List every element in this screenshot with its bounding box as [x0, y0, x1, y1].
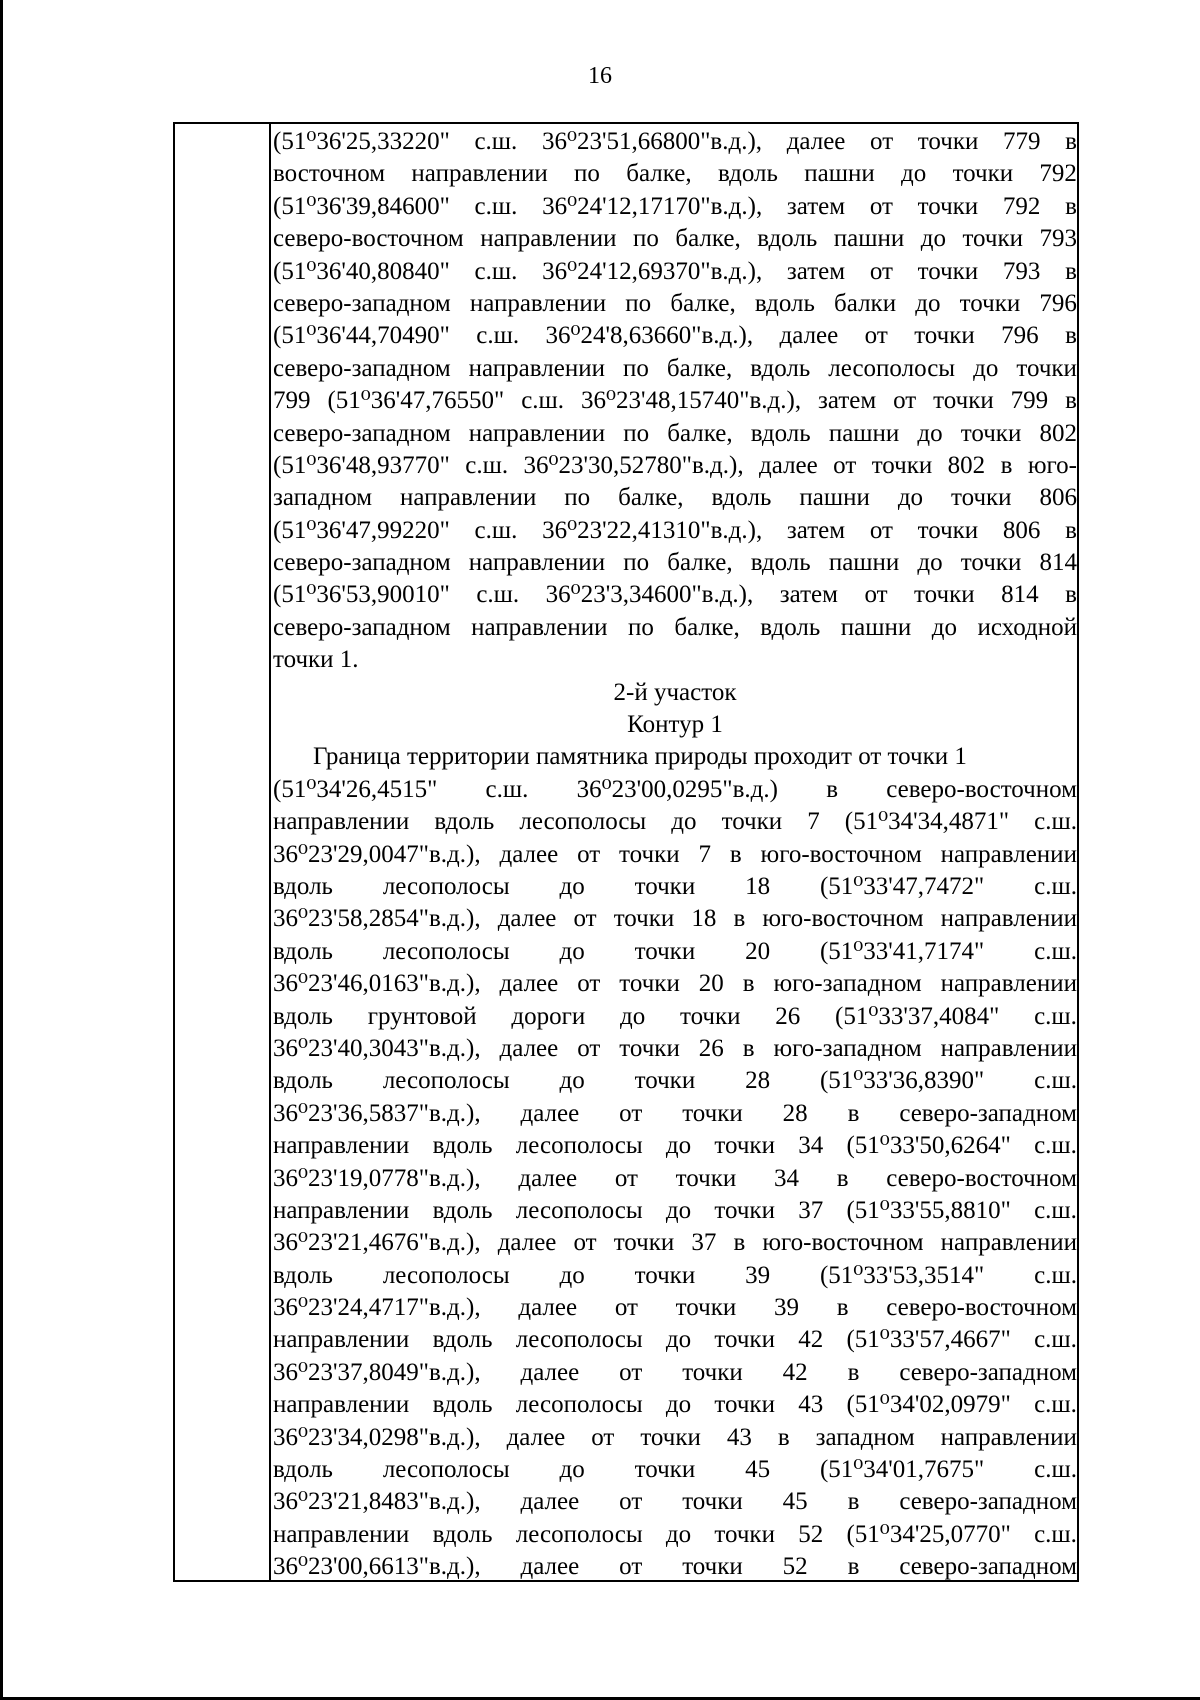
- text-line: направлении вдоль лесополосы до точки 7 (51⁰34'34,4871" с.ш.: [273, 808, 1077, 836]
- text-line: (51⁰36'53,90010" с.ш. 36⁰23'3,34600"в.д.), затем от точки 814 в: [273, 581, 1077, 609]
- text-line: северо-западном направлении по балке, вдоль лесополосы до точки: [273, 354, 1077, 382]
- document-table: [173, 122, 1079, 1582]
- text-line: 799 (51⁰36'47,76550" с.ш. 36⁰23'48,15740"в.д.), затем от точки 799 в: [273, 387, 1077, 415]
- text-line: (51⁰36'40,80840" с.ш. 36⁰24'12,69370"в.д.), затем от точки 793 в: [273, 257, 1077, 285]
- text-line: северо-западном направлении по балке, вдоль пашни до точки 814: [273, 549, 1077, 577]
- text-line: 36⁰23'19,0778"в.д.), далее от точки 34 в северо-восточном: [273, 1164, 1077, 1192]
- text-line: 36⁰23'21,8483"в.д.), далее от точки 45 в северо-западном: [273, 1488, 1077, 1516]
- section-heading: Контур 1: [627, 711, 723, 739]
- text-line: вдоль лесополосы до точки 28 (51⁰33'36,8390" с.ш.: [273, 1067, 1077, 1095]
- text-line: (51⁰36'48,93770" с.ш. 36⁰23'30,52780"в.д.), далее от точки 802 в юго-: [273, 451, 1077, 479]
- boundary-description-text: [273, 124, 1077, 1584]
- text-line: вдоль лесополосы до точки 18 (51⁰33'47,7472" с.ш.: [273, 872, 1077, 900]
- text-line: северо-восточном направлении по балке, вдоль пашни до точки 793: [273, 225, 1077, 253]
- text-line: 36⁰23'58,2854"в.д.), далее от точки 18 в юго-восточном направлении: [273, 905, 1077, 933]
- text-line: вдоль лесополосы до точки 45 (51⁰34'01,7675" с.ш.: [273, 1456, 1077, 1484]
- text-line: направлении вдоль лесополосы до точки 52 (51⁰34'25,0770" с.ш.: [273, 1520, 1077, 1548]
- text-line: точки 1.: [273, 646, 359, 674]
- text-line: северо-западном направлении по балке, вдоль пашни до исходной: [273, 613, 1077, 641]
- text-line: 36⁰23'34,0298"в.д.), далее от точки 43 в западном направлении: [273, 1423, 1077, 1451]
- text-line: 36⁰23'21,4676"в.д.), далее от точки 37 в юго-восточном направлении: [273, 1229, 1077, 1257]
- scan-edge-left: [0, 0, 3, 1700]
- text-line: (51⁰36'47,99220" с.ш. 36⁰23'22,41310"в.д.), затем от точки 806 в: [273, 516, 1077, 544]
- text-line: (51⁰36'25,33220" с.ш. 36⁰23'51,66800"в.д.), далее от точки 779 в: [273, 128, 1077, 155]
- text-line: северо-западном направлении по балке, вдоль пашни до точки 802: [273, 419, 1077, 447]
- text-line: 36⁰23'29,0047"в.д.), далее от точки 7 в юго-восточном направлении: [273, 840, 1077, 868]
- text-line: Граница территории памятника природы проходит от точки 1: [313, 743, 967, 771]
- text-line: вдоль лесополосы до точки 20 (51⁰33'41,7174" с.ш.: [273, 937, 1077, 965]
- text-line: (51⁰36'39,84600" с.ш. 36⁰24'12,17170"в.д.), затем от точки 792 в: [273, 192, 1077, 220]
- section-heading: 2-й участок: [613, 678, 737, 706]
- text-line: 36⁰23'24,4717"в.д.), далее от точки 39 в северо-восточном: [273, 1294, 1077, 1322]
- text-line: (51⁰36'44,70490" с.ш. 36⁰24'8,63660"в.д.), далее от точки 796 в: [273, 322, 1077, 350]
- text-line: 36⁰23'36,5837"в.д.), далее от точки 28 в северо-западном: [273, 1099, 1077, 1127]
- text-line: 36⁰23'40,3043"в.д.), далее от точки 26 в юго-западном направлении: [273, 1034, 1077, 1062]
- text-line: 36⁰23'37,8049"в.д.), далее от точки 42 в северо-западном: [273, 1358, 1077, 1386]
- text-line: направлении вдоль лесополосы до точки 34 (51⁰33'50,6264" с.ш.: [273, 1132, 1077, 1160]
- text-line: восточном направлении по балке, вдоль пашни до точки 792: [273, 160, 1077, 188]
- page-number: 16: [588, 63, 612, 89]
- text-line: вдоль грунтовой дороги до точки 26 (51⁰33'37,4084" с.ш.: [273, 1002, 1077, 1030]
- text-line: 36⁰23'46,0163"в.д.), далее от точки 20 в юго-западном направлении: [273, 970, 1077, 998]
- text-line: направлении вдоль лесополосы до точки 37 (51⁰33'55,8810" с.ш.: [273, 1196, 1077, 1224]
- text-line: вдоль лесополосы до точки 39 (51⁰33'53,3514" с.ш.: [273, 1261, 1077, 1289]
- text-line: (51⁰34'26,4515" с.ш. 36⁰23'00,0295"в.д.) в северо-восточном: [273, 775, 1077, 803]
- text-line: 36⁰23'00,6613"в.д.), далее от точки 52 в северо-западном: [273, 1553, 1077, 1581]
- text-line: направлении вдоль лесополосы до точки 42 (51⁰33'57,4667" с.ш.: [273, 1326, 1077, 1354]
- table-left-column: [175, 124, 271, 1580]
- text-line: северо-западном направлении по балке, вдоль балки до точки 796: [273, 289, 1077, 317]
- text-line: западном направлении по балке, вдоль пашни до точки 806: [273, 484, 1077, 512]
- text-line: направлении вдоль лесополосы до точки 43 (51⁰34'02,0979" с.ш.: [273, 1391, 1077, 1419]
